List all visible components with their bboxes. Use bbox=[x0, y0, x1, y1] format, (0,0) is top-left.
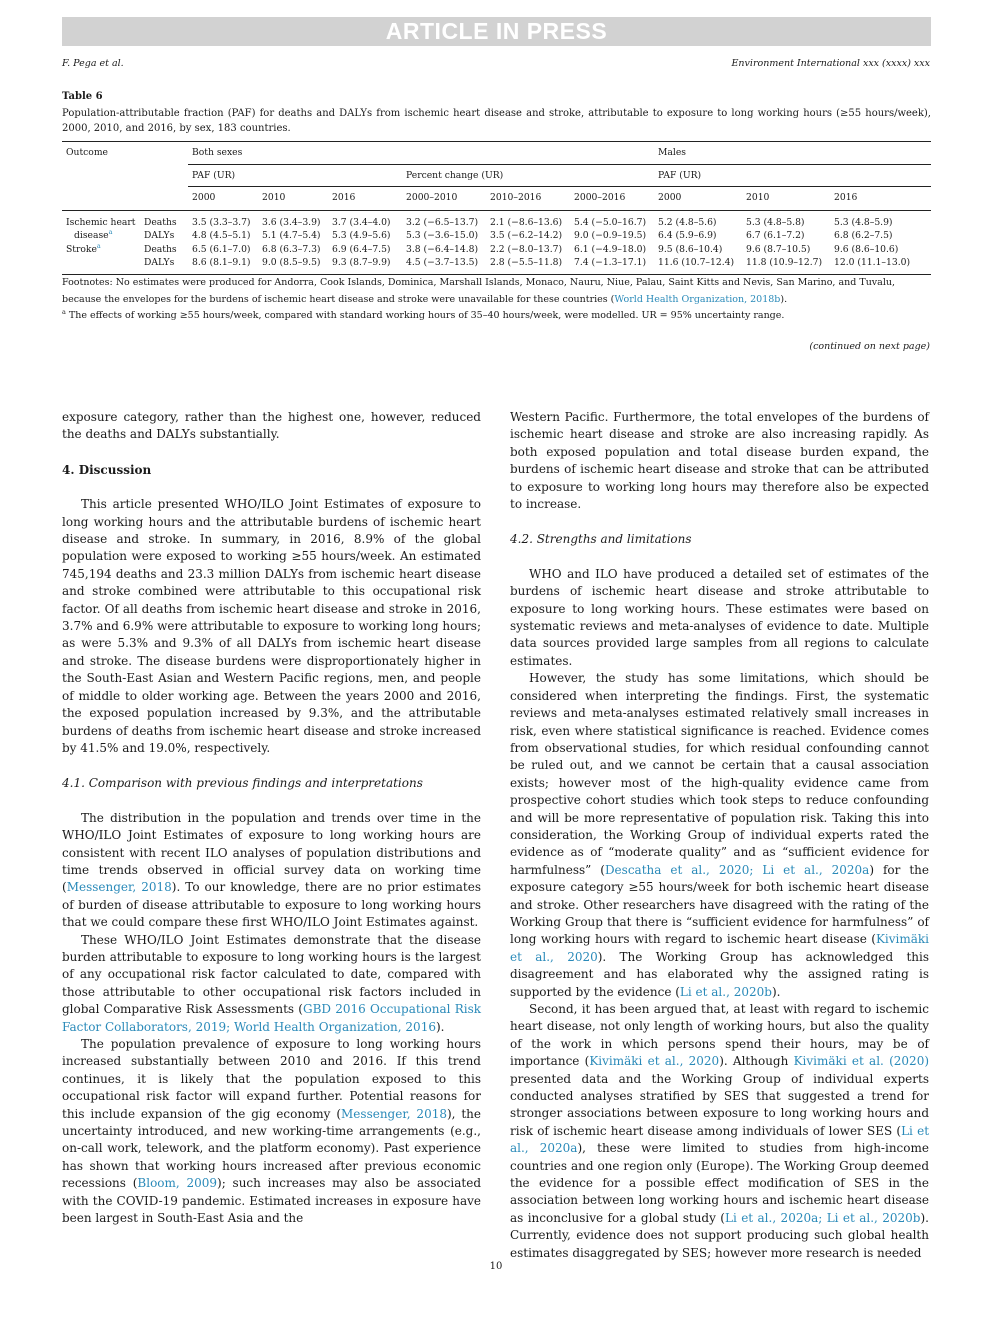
table-cell: 6.9 (6.4–7.5) bbox=[332, 243, 391, 255]
table-cell: 9.0 (8.5–9.5) bbox=[258, 256, 328, 274]
article-in-press-banner: ARTICLE IN PRESS bbox=[62, 17, 931, 46]
year-header: 2010 bbox=[258, 187, 328, 211]
paf-table bbox=[62, 141, 931, 275]
table-cell: 4.8 (4.5–5.1) bbox=[192, 230, 251, 241]
table-cell: 5.3 (4.8–5.9) bbox=[834, 216, 893, 228]
paragraph: Western Pacific. Furthermore, the total envelopes of the burdens of ischemic heart disease and stroke are also increasing rapidly. As both exposed population and total disease burden expand, the burdens of ischemic heart disease and stroke that can be attributed to exposure to working long hours may therefore also be expected to increase. bbox=[510, 410, 929, 512]
table-cell: 12.0 (11.1–13.0) bbox=[830, 256, 931, 274]
table-cell: 6.8 (6.2–7.5) bbox=[834, 230, 893, 241]
table-cell: 6.1 (−4.9–18.0) bbox=[574, 243, 647, 255]
measure-label: Deaths bbox=[144, 216, 177, 228]
table-cell: 5.3 (−3.6–15.0) bbox=[406, 230, 479, 241]
measure-label: DALYs bbox=[140, 256, 188, 274]
table-cell: 6.4 (5.9–6.9) bbox=[658, 230, 717, 241]
year-header: 2016 bbox=[830, 187, 931, 211]
table-cell: 9.5 (8.6–10.4) bbox=[658, 243, 723, 255]
measure-label: Deaths bbox=[144, 243, 177, 255]
outcome-label: Ischemic heart bbox=[66, 216, 136, 228]
year-header: 2010–2016 bbox=[486, 187, 570, 211]
percent-change-subheader: Percent change (UR) bbox=[402, 164, 654, 187]
table-cell: 3.5 (−6.2–14.2) bbox=[490, 230, 563, 241]
males-header: Males bbox=[654, 142, 931, 165]
table-cell: 4.5 (−3.7–13.5) bbox=[402, 256, 486, 274]
outcome-label: Stroke$^a$ bbox=[66, 241, 101, 255]
measure-label: DALYs bbox=[144, 230, 175, 241]
table-cell: 2.8 (−5.5–11.8) bbox=[486, 256, 570, 274]
citation-link[interactable]: Kivimäki et al., 2020 bbox=[589, 1054, 720, 1069]
footnote-a: $^a$ The effects of working ≥55 hours/week, compared with standard working hours of 35–40 hours/week, were modelled. UR = 95% uncertainty range. bbox=[62, 307, 785, 321]
outcome-header: Outcome bbox=[62, 142, 140, 165]
paragraph: This article presented WHO/ILO Joint Estimates of exposure to long working hours and the attributable burdens of ischemic heart disease and stroke. In summary, in 2016, 8.9% of the global population were exposed to working ≥55 hours/week. An estimated 745,194 deaths and 23.3 million DALYs from ischemic heart disease and stroke combined were attributable to this occupational risk factor. Of all deaths from ischemic heart disease and stroke in 2016, 3.7% and 6.9% were attributable to exposure to working long hours; as were 5.3% and 9.3% of all DALYs from ischemic heart disease and stroke. The disease burdens were disproportionately higher in the South-East Asian and Western Pacific regions, men, and people of middle to older working age. Between the years 2000 and 2016, the exposed population increased by 9.3%, and the attributable burdens of deaths from ischemic heart disease and stroke increased by 41.5% and 19.0%, respectively. bbox=[62, 497, 481, 755]
footnote-main: Footnotes: No estimates were produced for Andorra, Cook Islands, Dominica, Marshall Islands, Monaco, Nauru, Niue, Palau, Saint Kitts and Nevis, San Marino, and Tuvalu, because the envelopes for the burdens of ischemic heart disease and stroke were unavailable for these countries (World Health Organization, 2018b). bbox=[62, 277, 896, 305]
table-cell: 11.6 (10.7–12.4) bbox=[654, 256, 742, 274]
citation-link[interactable]: Kivimäki et al., 2020 bbox=[510, 932, 929, 964]
outcome-label: disease$^a$ bbox=[74, 227, 113, 241]
table-cell: 6.8 (6.3–7.3) bbox=[262, 243, 321, 255]
table-cell: 5.4 (−5.0–16.7) bbox=[574, 216, 647, 228]
table-cell: 9.0 (−0.9–19.5) bbox=[574, 230, 647, 241]
table-label: Table 6 bbox=[62, 91, 103, 102]
table-cell: 5.3 (4.8–5.8) bbox=[746, 216, 805, 228]
paragraph: The population prevalence of exposure to long working hours increased substantially between 2010 and 2016. If this trend continues, it is likely that the population exposed to this occupational risk factor will expand further. Potential reasons for this include expansion of the gig economy (Messenger, 2018), the uncertainty introduced, and new working-time arrangements (e.g., on-call work, telework, and the platform economy). Past experience has shown that working hours increased after previous economic recessions (Bloom, 2009); such increases may also be associated with the COVID-19 pandemic. Estimated increases in exposure have been largest in South-East Asia and the bbox=[62, 1037, 482, 1226]
both-sexes-header: Both sexes bbox=[188, 142, 654, 165]
table-cell: 3.6 (3.4–3.9) bbox=[262, 216, 321, 228]
table-cell: 9.6 (8.7–10.5) bbox=[746, 243, 811, 255]
table-cell: 6.7 (6.1–7.2) bbox=[746, 230, 805, 241]
subsection-heading-4-2: 4.2. Strengths and limitations bbox=[510, 532, 692, 547]
table-cell: 5.3 (4.9–5.6) bbox=[332, 230, 391, 241]
citation-link[interactable]: Descatha et al., 2020; Li et al., 2020a bbox=[604, 862, 870, 877]
outcome-label bbox=[62, 256, 140, 274]
table-cell: 3.8 (−6.4–14.8) bbox=[406, 243, 479, 255]
table-cell: 7.4 (−1.3–17.1) bbox=[570, 256, 654, 274]
page-number: 10 bbox=[489, 1261, 503, 1272]
citation-link[interactable]: Li et al., 2020a bbox=[510, 1123, 930, 1156]
paragraph: These WHO/ILO Joint Estimates demonstrate that the disease burden attributable to exposure to long working hours is the largest of any occupational risk factor calculated to date, compared with those attributable to other occupational risk factors included in global Comparative Risk Assessments (GBD 2016 Occupational Risk Factor Collaborators, 2019; World Health Organization, 2016). bbox=[62, 932, 481, 1034]
footnote-a-marker: a bbox=[62, 307, 66, 316]
citation-link[interactable]: World Health Organization, 2018b bbox=[614, 293, 781, 305]
table-cell: 5.2 (4.8–5.6) bbox=[658, 216, 717, 228]
citation-link[interactable]: Kivimäki et al. (2020) bbox=[793, 1054, 930, 1069]
table-cell: 5.1 (4.7–5.4) bbox=[262, 230, 321, 241]
paf-subheader: PAF (UR) bbox=[188, 164, 402, 187]
footnote-marker[interactable]: a bbox=[108, 227, 113, 236]
table-cell: 6.5 (6.1–7.0) bbox=[192, 243, 251, 255]
table-row bbox=[62, 229, 931, 243]
table-cell: 3.5 (3.3–3.7) bbox=[192, 216, 251, 228]
year-header: 2000 bbox=[188, 187, 258, 211]
running-head-authors: F. Pega et al. bbox=[62, 58, 124, 69]
year-header: 2016 bbox=[328, 187, 402, 211]
citation-link[interactable]: Messenger, 2018 bbox=[66, 880, 172, 895]
citation-link[interactable]: GBD 2016 Occupational Risk Factor Collaborators, 2019; World Health Organization, 2016 bbox=[62, 1002, 481, 1034]
footnote-marker[interactable]: a bbox=[96, 241, 101, 250]
table-cell: 2.2 (−8.0–13.7) bbox=[490, 243, 563, 255]
table-caption: Population-attributable fraction (PAF) for deaths and DALYs from ischemic heart disease and stroke, attributable to exposure to long working hours (≥55 hours/week), 2000, 2010, and 2016, by sex, 183 countries. bbox=[62, 108, 931, 134]
table-cell: 3.2 (−6.5–13.7) bbox=[406, 216, 479, 228]
continued-note: (continued on next page) bbox=[809, 341, 930, 352]
citation-link[interactable]: Li et al., 2020b bbox=[679, 984, 772, 999]
table-cell: 8.6 (8.1–9.1) bbox=[188, 256, 258, 274]
subsection-heading-4-1: 4.1. Comparison with previous findings and interpretations bbox=[62, 776, 423, 791]
section-heading-discussion: 4. Discussion bbox=[62, 462, 152, 477]
paragraph: The distribution in the population and trends over time in the WHO/ILO Joint Estimates of exposure to long working hours are consistent with recent ILO analyses of population distributions and time trends observed in official survey data on working time (Messenger, 2018). To our knowledge, there are no prior estimates of burden of disease attributable to exposure to long working hours that we could compare these first WHO/ILO Joint Estimates against. bbox=[62, 810, 481, 930]
table-cell: 9.6 (8.6–10.6) bbox=[834, 243, 899, 255]
paf-males-subheader: PAF (UR) bbox=[654, 164, 931, 187]
paragraph: However, the study has some limitations, which should be considered when interpreting the findings. First, the systematic reviews and meta-analyses estimated relatively small increases in risk, even where statistical significance is reached. Evidence comes from observational studies, for which residual confounding cannot be ruled out, and we cannot be certain that a causal association exists; however most of the high-quality evidence came from prospective cohort studies which took steps to reduce confounding and will be more representative of population risk. Taking this into consideration, the Working Group of individual experts rated the evidence as of “moderate quality” and as “sufficient evidence for harmfulness” (Descatha et al., 2020; Li et al., 2020a) for the exposure category ≥55 hours/week for both ischemic heart disease and stroke. Other researchers have disagreed with the rating of the Working Group that there is “sufficient evidence for harmfulness” of long working hours with regard to ischemic heart disease (Kivimäki et al., 2020). The Working Group has acknowledged this disagreement and has elaborated why the assigned rating is supported by the evidence (Li et al., 2020b). bbox=[510, 671, 929, 999]
citation-link[interactable]: Messenger, 2018 bbox=[341, 1106, 447, 1121]
citation-link[interactable]: Bloom, 2009 bbox=[137, 1176, 218, 1191]
table-row bbox=[62, 256, 931, 274]
table-footnotes bbox=[62, 275, 931, 325]
table-cell: 2.1 (−8.6–13.6) bbox=[490, 216, 563, 228]
table-cell: 9.3 (8.7–9.9) bbox=[328, 256, 402, 274]
year-header: 2000–2010 bbox=[402, 187, 486, 211]
left-column bbox=[62, 409, 481, 1227]
table-row bbox=[62, 210, 931, 229]
year-header: 2000 bbox=[654, 187, 742, 211]
table-row bbox=[62, 243, 931, 257]
table-cell: 11.8 (10.9–12.7) bbox=[742, 256, 830, 274]
right-column bbox=[510, 409, 929, 1262]
table-cell: 3.7 (3.4–4.0) bbox=[332, 216, 391, 228]
year-header: 2010 bbox=[742, 187, 830, 211]
year-header: 2000–2016 bbox=[570, 187, 654, 211]
running-head-journal: Environment International xxx (xxxx) xxx bbox=[731, 58, 930, 69]
citation-link[interactable]: Li et al., 2020a; Li et al., 2020b bbox=[724, 1210, 921, 1225]
paragraph: exposure category, rather than the highest one, however, reduced the deaths and DALYs substantially. bbox=[62, 410, 481, 442]
paragraph: WHO and ILO have produced a detailed set of estimates of the burdens of ischemic heart disease and stroke attributable to exposure to long working hours. These estimates were based on systematic reviews and meta-analyses of evidence to date. Multiple data sources provided large samples from all regions to calculate estimates. bbox=[510, 566, 929, 668]
paragraph: Second, it has been argued that, at least with regard to ischemic heart disease, not only length of working hours, but also the quality of the work in which persons spend their hours, may be of importance (Kivimäki et al., 2020). Although Kivimäki et al. (2020) presented data and the Working Group of individual experts conducted analyses stratified by SES that suggested a trend for stronger associations between exposure to long working hours and risk of ischemic heart disease among individuals of lower SES (Li et al., 2020a), these were limited to studies from high-income countries and one region only (Europe). The Working Group deemed the evidence for a possible effect modification of SES in the association between long working hours and ischemic heart disease as inconclusive for a global study (Li et al., 2020a; Li et al., 2020b). Currently, evidence does not support producing such global health estimates disaggregated by SES; however more research is needed bbox=[510, 1002, 930, 1260]
